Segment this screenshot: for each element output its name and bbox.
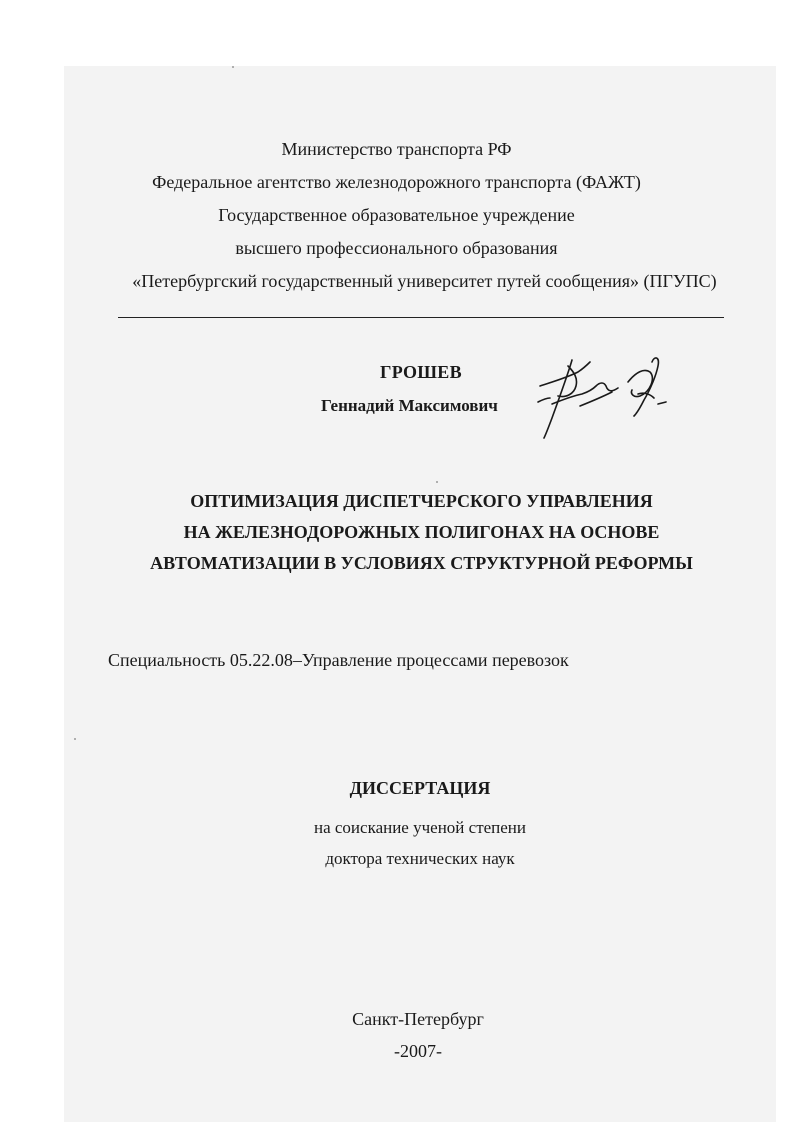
dissertation-title bbox=[0, 486, 793, 579]
year: -2007- bbox=[394, 1041, 442, 1061]
author-given-names: Геннадий Максимович bbox=[321, 396, 498, 415]
document-type-label: ДИССЕРТАЦИЯ bbox=[349, 778, 491, 798]
education-level-line: высшего профессионального образования bbox=[235, 238, 558, 258]
header-divider bbox=[118, 317, 724, 318]
agency-line: Федеральное агентство железнодорожного транспорта (ФАЖТ) bbox=[152, 172, 641, 192]
degree-purpose-line: доктора технических наук bbox=[325, 849, 515, 868]
institution-header bbox=[0, 133, 793, 298]
university-name-line: «Петербургский государственный университет путей сообщения» (ПГУПС) bbox=[132, 271, 717, 291]
scan-speck bbox=[232, 66, 234, 68]
ministry-line: Министерство транспорта РФ bbox=[281, 139, 512, 159]
author-surname: ГРОШЕВ bbox=[380, 362, 462, 382]
city-name: Санкт-Петербург bbox=[352, 1009, 484, 1029]
title-line: АВТОМАТИЗАЦИИ В УСЛОВИЯХ СТРУКТУРНОЙ РЕФОРМЫ bbox=[150, 553, 693, 573]
scan-speck bbox=[74, 738, 76, 740]
scan-speck bbox=[436, 481, 438, 483]
place-and-year bbox=[0, 1003, 793, 1067]
title-line: ОПТИМИЗАЦИЯ ДИСПЕТЧЕРСКОГО УПРАВЛЕНИЯ bbox=[190, 491, 653, 511]
specialty-line: Специальность 05.22.08–Управление процессами перевозок bbox=[108, 650, 569, 670]
signature-icon bbox=[532, 352, 672, 444]
degree-purpose bbox=[0, 812, 793, 874]
degree-purpose-line: на соискание ученой степени bbox=[313, 818, 527, 837]
title-line: НА ЖЕЛЕЗНОДОРОЖНЫХ ПОЛИГОНАХ НА ОСНОВЕ bbox=[183, 522, 660, 542]
institution-type-line: Государственное образовательное учреждение bbox=[218, 205, 575, 225]
